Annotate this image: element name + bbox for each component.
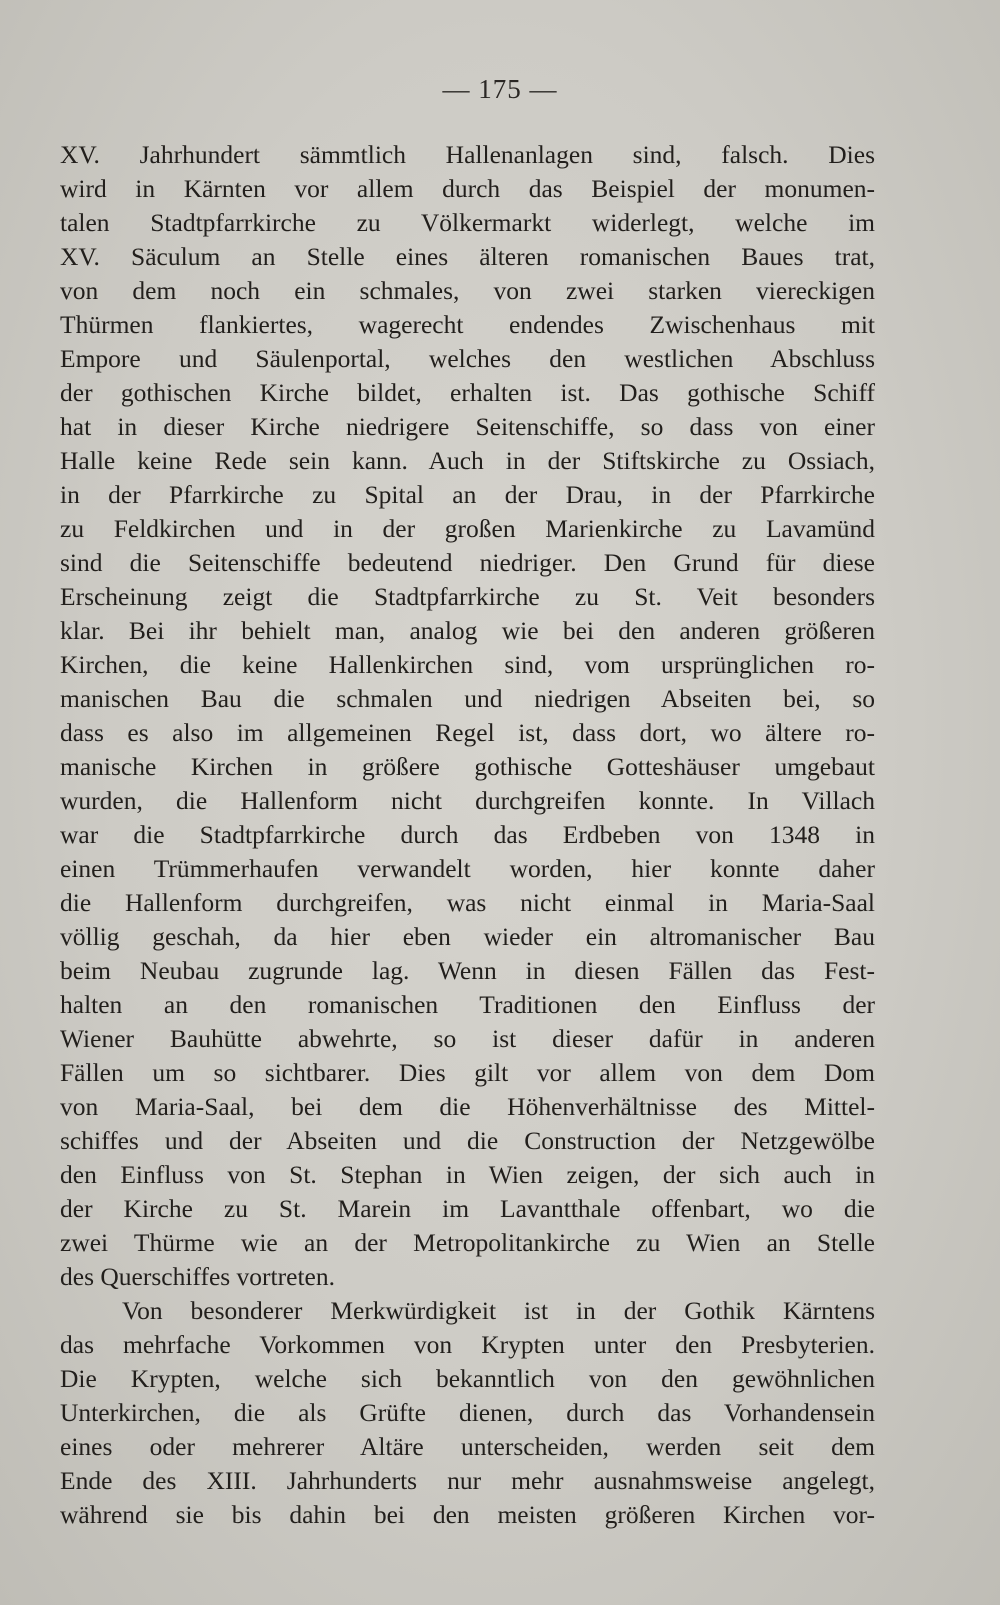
text-line: wird in Kärnten vor allem durch das Beispiel der monumen- — [60, 174, 875, 203]
text-line: Wiener Bauhütte abwehrte, so ist dieser dafür in anderen — [60, 1024, 875, 1053]
text-line: war die Stadtpfarrkirche durch das Erdbeben von 1348 in — [60, 820, 875, 849]
text-line: einen Trümmerhaufen verwandelt worden, hier konnte daher — [60, 854, 875, 883]
text-line: Thürmen flankiertes, wagerecht endendes Zwischenhaus mit — [60, 310, 875, 339]
text-line: der gothischen Kirche bildet, erhalten ist. Das gothische Schiff — [60, 378, 875, 407]
text-line: halten an den romanischen Traditionen den Einfluss der — [60, 990, 875, 1019]
text-line: das mehrfache Vorkommen von Krypten unter den Presbyterien. — [60, 1330, 875, 1359]
text-line: Halle keine Rede sein kann. Auch in der Stiftskirche zu Ossiach, — [60, 446, 875, 475]
text-line: talen Stadtpfarrkirche zu Völkermarkt widerlegt, welche im — [60, 208, 875, 237]
text-line: in der Pfarrkirche zu Spital an der Drau, in der Pfarrkirche — [60, 480, 875, 509]
text-line: Ende des XIII. Jahrhunderts nur mehr ausnahmsweise angelegt, — [60, 1466, 875, 1495]
text-line: schiffes und der Abseiten und die Construction der Netzgewölbe — [60, 1126, 875, 1155]
text-line: Kirchen, die keine Hallenkirchen sind, vom ursprünglichen ro- — [60, 650, 875, 679]
text-line: während sie bis dahin bei den meisten größeren Kirchen vor- — [60, 1500, 875, 1529]
text-line: Fällen um so sichtbarer. Dies gilt vor allem von dem Dom — [60, 1058, 875, 1087]
text-line: eines oder mehrerer Altäre unterscheiden, werden seit dem — [60, 1432, 875, 1461]
text-line: dass es also im allgemeinen Regel ist, dass dort, wo ältere ro- — [60, 718, 875, 747]
text-line: der Kirche zu St. Marein im Lavantthale offenbart, wo die — [60, 1194, 875, 1223]
text-line: sind die Seitenschiffe bedeutend niedriger. Den Grund für diese — [60, 548, 875, 577]
text-line: XV. Säculum an Stelle eines älteren romanischen Baues trat, — [60, 242, 875, 271]
text-line: manische Kirchen in größere gothische Gotteshäuser umgebaut — [60, 752, 875, 781]
text-line: von dem noch ein schmales, von zwei starken viereckigen — [60, 276, 875, 305]
text-line: von Maria-Saal, bei dem die Höhenverhältnisse des Mittel- — [60, 1092, 875, 1121]
text-line: XV. Jahrhundert sämmtlich Hallenanlagen sind, falsch. Dies — [60, 140, 875, 169]
text-line: hat in dieser Kirche niedrigere Seitenschiffe, so dass von einer — [60, 412, 875, 441]
text-line: Erscheinung zeigt die Stadtpfarrkirche zu St. Veit besonders — [60, 582, 875, 611]
text-line: zwei Thürme wie an der Metropolitankirche zu Wien an Stelle — [60, 1228, 875, 1257]
text-line: Empore und Säulenportal, welches den westlichen Abschluss — [60, 344, 875, 373]
text-line: Die Krypten, welche sich bekanntlich von den gewöhnlichen — [60, 1364, 875, 1393]
text-line: den Einfluss von St. Stephan in Wien zeigen, der sich auch in — [60, 1160, 875, 1189]
text-line: beim Neubau zugrunde lag. Wenn in diesen Fällen das Fest- — [60, 956, 875, 985]
text-line: völlig geschah, da hier eben wieder ein altromanischer Bau — [60, 922, 875, 951]
page-number: — 175 — — [442, 74, 558, 104]
text-line: Unterkirchen, die als Grüfte dienen, durch das Vorhandensein — [60, 1398, 875, 1427]
text-line: wurden, die Hallenform nicht durchgreifen konnte. In Villach — [60, 786, 875, 815]
text-line: manischen Bau die schmalen und niedrigen Abseiten bei, so — [60, 684, 875, 713]
text-line: die Hallenform durchgreifen, was nicht einmal in Maria-Saal — [60, 888, 875, 917]
paragraph-end-line: des Querschiffes vortreten. — [60, 1262, 335, 1291]
text-line: zu Feldkirchen und in der großen Marienkirche zu Lavamünd — [60, 514, 875, 543]
text-line: klar. Bei ihr behielt man, analog wie bei den anderen größeren — [60, 616, 875, 645]
body-text — [60, 138, 875, 1532]
paragraph-start-line: Von besonderer Merkwürdigkeit ist in der Gothik Kärntens — [122, 1296, 875, 1325]
